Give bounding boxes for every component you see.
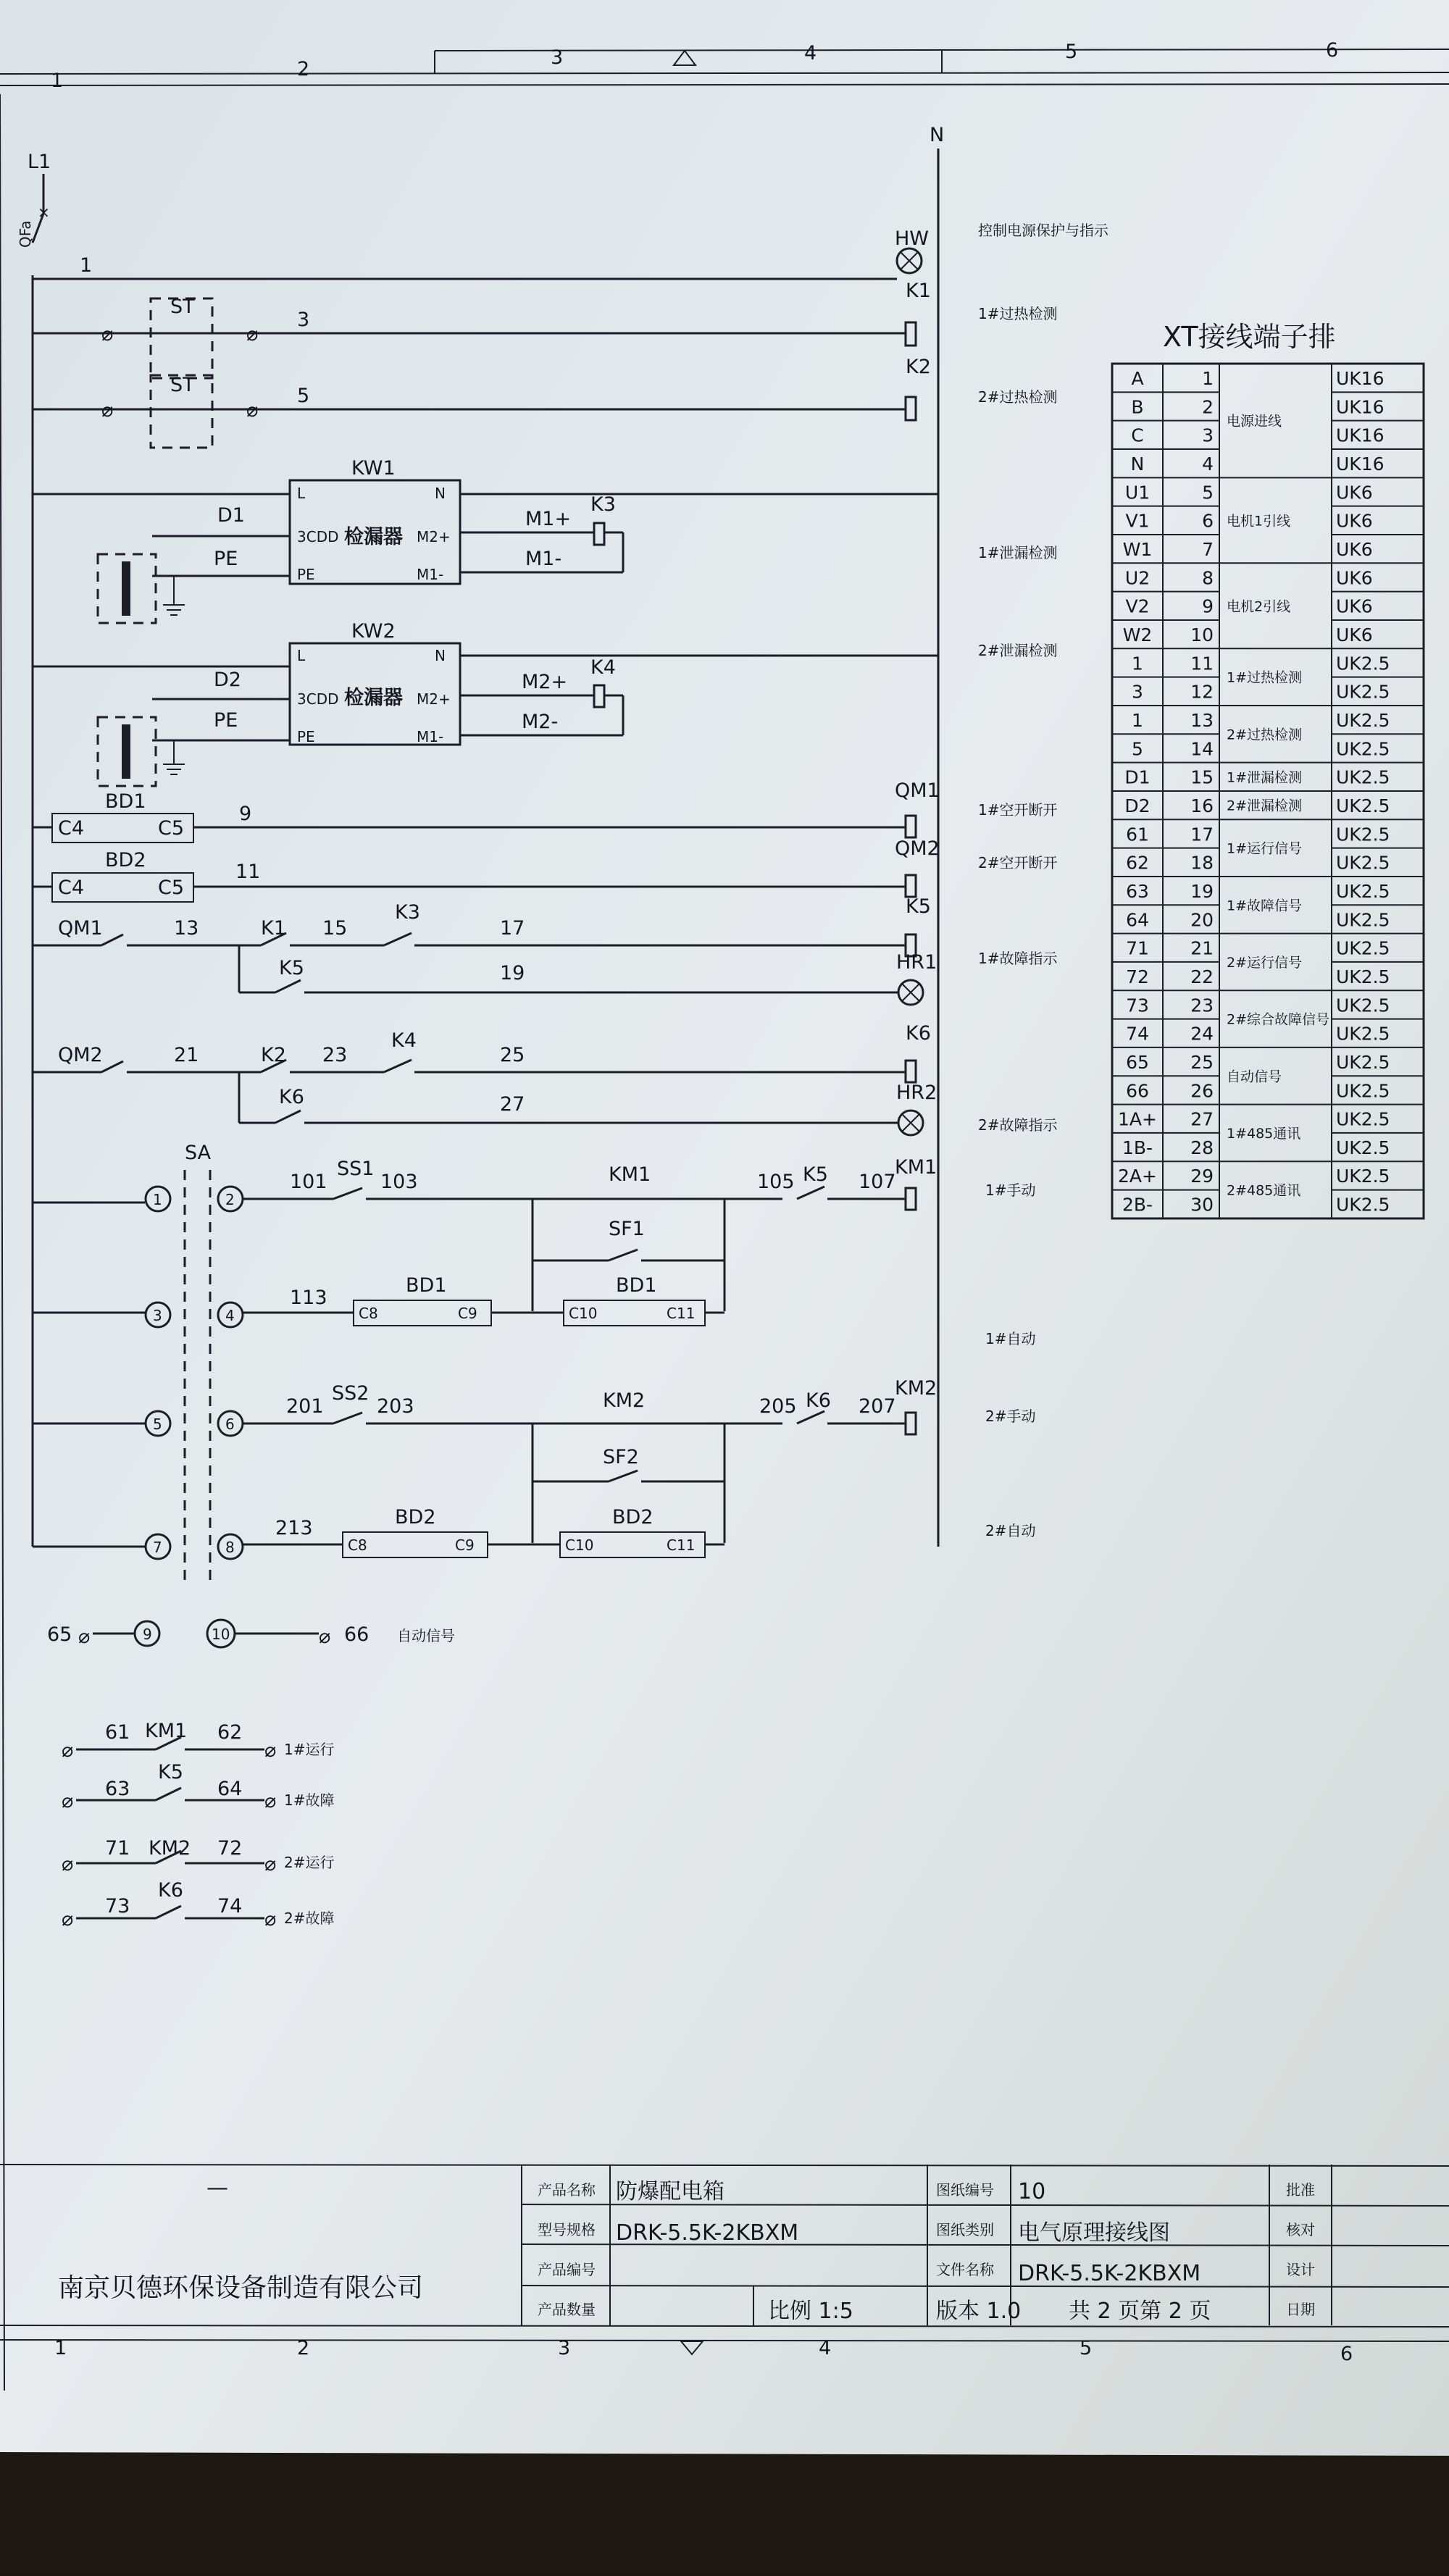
svg-text:⌀: ⌀	[62, 1739, 74, 1762]
svg-text:M2+: M2+	[522, 671, 568, 693]
svg-text:⌀: ⌀	[264, 1853, 277, 1875]
terminal-type: UK2.5	[1336, 1108, 1390, 1130]
lamp-hr2-label: HR2	[896, 1082, 938, 1104]
terminal-label: D1	[1124, 766, 1151, 788]
terminal-type: UK2.5	[1336, 852, 1390, 874]
scale: 比例 1:5	[768, 2299, 853, 2324]
terminal-label: 1A+	[1118, 1108, 1157, 1130]
svg-text:SF1: SF1	[609, 1218, 645, 1240]
svg-text:L: L	[297, 647, 306, 664]
note-1-overheat: 1#过热检测	[978, 305, 1058, 322]
version: 版本 1.0	[936, 2299, 1022, 2324]
note-2-overheat: 2#过热检测	[978, 388, 1058, 406]
note-1-auto: 1#自动	[985, 1330, 1036, 1347]
svg-text:SF2: SF2	[603, 1446, 639, 1468]
svg-text:6: 6	[225, 1415, 235, 1433]
svg-text:批准: 批准	[1286, 2181, 1315, 2199]
svg-text:103: 103	[380, 1171, 418, 1193]
svg-text:BD1: BD1	[406, 1274, 447, 1297]
svg-text:K4: K4	[391, 1029, 417, 1052]
svg-text:PE: PE	[214, 548, 238, 570]
svg-text:C9: C9	[458, 1305, 477, 1322]
terminal-type: UK6	[1336, 538, 1373, 560]
svg-text:ST: ST	[170, 296, 195, 318]
svg-text:4: 4	[819, 2337, 832, 2359]
terminal-type: UK16	[1336, 368, 1385, 389]
svg-text:K5: K5	[158, 1761, 183, 1783]
svg-text:QM1: QM1	[58, 917, 103, 940]
svg-text:3: 3	[558, 2337, 571, 2359]
terminal-number: 5	[1202, 482, 1214, 503]
terminal-type: UK2.5	[1336, 824, 1390, 845]
svg-text:64: 64	[217, 1778, 243, 1800]
svg-text:日期: 日期	[1286, 2301, 1315, 2318]
svg-text:产品名称: 产品名称	[538, 2181, 596, 2199]
svg-text:K2: K2	[261, 1044, 286, 1066]
ruler-top-6: 6	[1326, 39, 1339, 62]
terminal-type: UK2.5	[1336, 1051, 1390, 1073]
svg-text:⌀: ⌀	[62, 1853, 74, 1875]
svg-text:5: 5	[153, 1415, 162, 1433]
svg-text:C9: C9	[455, 1536, 475, 1554]
ruler-top-1: 1	[51, 70, 64, 92]
terminal-label: 73	[1126, 995, 1149, 1016]
svg-text:⌀: ⌀	[101, 323, 114, 346]
svg-text:D2: D2	[214, 669, 241, 691]
coil-qm2-label: QM2	[895, 837, 940, 860]
svg-text:K6: K6	[279, 1086, 304, 1108]
svg-text:10: 10	[212, 1626, 230, 1643]
terminal-number: 24	[1190, 1023, 1214, 1045]
terminal-type: UK16	[1336, 425, 1385, 446]
terminal-number: 29	[1190, 1166, 1214, 1187]
terminal-number: 26	[1190, 1080, 1214, 1102]
bus-l1-label: L1	[28, 151, 51, 173]
svg-text:核对: 核对	[1286, 2221, 1315, 2238]
terminal-type: UK2.5	[1336, 966, 1390, 987]
svg-text:2#故障: 2#故障	[284, 1910, 335, 1927]
terminal-number: 13	[1190, 709, 1214, 731]
svg-text:73: 73	[105, 1895, 130, 1918]
svg-text:KW2: KW2	[351, 620, 396, 643]
svg-text:C11: C11	[667, 1305, 696, 1322]
terminal-group-label: 电机2引线	[1227, 598, 1291, 615]
terminal-type: UK16	[1336, 396, 1385, 418]
svg-text:K6: K6	[158, 1879, 183, 1902]
svg-text:207: 207	[859, 1395, 896, 1418]
svg-text:文件名称: 文件名称	[936, 2261, 994, 2278]
terminal-number: 8	[1202, 567, 1214, 589]
svg-text:产品数量: 产品数量	[538, 2301, 596, 2318]
terminal-label: 1	[1132, 653, 1143, 674]
note-2-manual: 2#手动	[985, 1408, 1036, 1425]
coil-k5-label: K5	[906, 895, 931, 918]
terminal-type: UK2.5	[1336, 681, 1390, 703]
terminal-label: 5	[1132, 738, 1143, 760]
terminal-type: UK2.5	[1336, 1194, 1390, 1216]
terminal-label: 63	[1126, 880, 1149, 902]
terminal-label: 66	[1126, 1080, 1149, 1102]
svg-text:5: 5	[1080, 2337, 1093, 2359]
terminal-type: UK2.5	[1336, 1080, 1390, 1102]
terminal-label: W2	[1122, 624, 1153, 645]
terminal-group-label: 1#泄漏检测	[1227, 769, 1303, 786]
svg-text:KW1: KW1	[351, 457, 396, 480]
terminal-number: 11	[1190, 653, 1214, 674]
note-control-power: 控制电源保护与指示	[978, 222, 1108, 239]
svg-text:N: N	[435, 485, 446, 502]
terminal-number: 7	[1202, 538, 1214, 560]
svg-text:205: 205	[759, 1395, 797, 1418]
svg-text:⌀: ⌀	[78, 1626, 91, 1648]
svg-text:SS2: SS2	[332, 1382, 369, 1405]
svg-text:C5: C5	[158, 817, 185, 840]
svg-text:C8: C8	[348, 1536, 367, 1554]
svg-text:L: L	[297, 485, 306, 502]
terminal-number: 10	[1190, 624, 1214, 645]
terminal-label: N	[1130, 453, 1145, 474]
svg-text:BD2: BD2	[395, 1506, 436, 1529]
svg-text:×: ×	[38, 204, 50, 221]
terminal-label: 2A+	[1118, 1166, 1157, 1187]
note-auto-signal: 自动信号	[397, 1627, 455, 1644]
terminal-label: 74	[1126, 1023, 1149, 1045]
terminal-number: 27	[1190, 1108, 1214, 1130]
terminal-group-label: 1#运行信号	[1227, 840, 1303, 857]
terminal-number: 20	[1190, 909, 1214, 931]
svg-text:6: 6	[1340, 2343, 1353, 2365]
svg-text:15: 15	[322, 917, 348, 940]
terminal-label: D2	[1124, 795, 1151, 816]
svg-text:13: 13	[174, 917, 199, 940]
file-name: DRK-5.5K-2KBXM	[1018, 2261, 1201, 2286]
svg-text:2: 2	[225, 1191, 235, 1208]
svg-text:61: 61	[105, 1721, 130, 1744]
terminal-type: UK6	[1336, 482, 1373, 503]
coil-k6-label: K6	[906, 1022, 931, 1045]
svg-text:图纸编号: 图纸编号	[936, 2181, 994, 2199]
terminal-type: UK2.5	[1336, 880, 1390, 902]
terminal-number: 16	[1190, 795, 1214, 816]
svg-text:PE: PE	[297, 728, 315, 745]
svg-text:4: 4	[225, 1307, 235, 1324]
svg-text:N: N	[435, 647, 446, 664]
svg-text:21: 21	[174, 1044, 199, 1066]
svg-text:图纸类别: 图纸类别	[936, 2221, 994, 2238]
terminal-label: 2B-	[1122, 1194, 1153, 1216]
svg-text:⌀: ⌀	[319, 1626, 331, 1648]
terminal-group-label: 2#运行信号	[1227, 954, 1303, 971]
terminal-number: 12	[1190, 681, 1214, 703]
svg-text:M1-: M1-	[417, 566, 444, 583]
svg-text:8: 8	[225, 1539, 235, 1556]
svg-text:201: 201	[286, 1395, 324, 1418]
terminal-label: W1	[1122, 538, 1153, 560]
svg-text:C10: C10	[565, 1536, 594, 1554]
svg-text:1: 1	[54, 2337, 67, 2359]
terminal-type: UK6	[1336, 595, 1373, 617]
terminal-label: V2	[1125, 595, 1150, 617]
svg-text:M1+: M1+	[525, 508, 572, 530]
coil-km1-label: KM1	[895, 1156, 938, 1179]
terminal-group-label: 2#485通讯	[1227, 1182, 1301, 1199]
svg-text:M2+: M2+	[417, 690, 451, 708]
terminal-group-label: 2#过热检测	[1227, 727, 1303, 743]
terminal-group-label: 1#故障信号	[1227, 898, 1303, 914]
note-2-leak: 2#泄漏检测	[978, 642, 1058, 659]
terminal-group-label: 1#485通讯	[1227, 1125, 1301, 1142]
company-name: 南京贝德环保设备制造有限公司	[58, 2273, 424, 2303]
svg-text:3CDD: 3CDD	[297, 528, 339, 545]
svg-text:113: 113	[290, 1287, 327, 1309]
title-dash: —	[206, 2175, 228, 2201]
svg-text:203: 203	[377, 1395, 414, 1418]
terminal-number: 17	[1190, 824, 1214, 845]
note-1-fault: 1#故障指示	[978, 950, 1058, 967]
svg-text:K5: K5	[279, 957, 304, 979]
sa-label: SA	[185, 1142, 212, 1164]
svg-text:⌀: ⌀	[101, 399, 114, 422]
terminal-type: UK6	[1336, 567, 1373, 589]
coil-qm1-label: QM1	[895, 779, 940, 802]
terminal-label: 65	[1126, 1051, 1149, 1073]
svg-text:BD1: BD1	[616, 1274, 657, 1297]
qf-label: QFa	[17, 220, 34, 248]
terminal-number: 19	[1190, 880, 1214, 902]
svg-text:KM1: KM1	[145, 1720, 188, 1742]
terminal-group-label: 自动信号	[1227, 1069, 1282, 1085]
svg-text:1: 1	[153, 1191, 162, 1208]
terminal-number: 1	[1202, 368, 1214, 389]
svg-text:C10: C10	[569, 1305, 598, 1322]
svg-text:BD2: BD2	[105, 849, 146, 871]
note-1-leak: 1#泄漏检测	[978, 544, 1058, 561]
bus-n-label: N	[930, 124, 945, 146]
svg-text:2#运行: 2#运行	[284, 1854, 335, 1871]
terminal-number: 3	[1202, 425, 1214, 446]
terminal-label: U1	[1124, 482, 1151, 503]
terminal-label: 71	[1126, 937, 1149, 959]
svg-text:ST: ST	[170, 374, 195, 396]
svg-text:62: 62	[217, 1721, 243, 1744]
svg-text:⌀: ⌀	[62, 1908, 74, 1931]
terminal-type: UK2.5	[1336, 1023, 1390, 1045]
svg-text:M1-: M1-	[525, 548, 562, 570]
hw-lamp-label: HW	[895, 227, 929, 250]
svg-text:⌀: ⌀	[246, 399, 259, 422]
svg-text:63: 63	[105, 1778, 130, 1800]
terminal-label: A	[1131, 368, 1144, 389]
terminal-number: 4	[1202, 453, 1214, 474]
coil-k2-label: K2	[906, 356, 931, 378]
svg-text:型号规格: 型号规格	[538, 2221, 596, 2238]
terminal-type: UK6	[1336, 510, 1373, 532]
svg-text:BD1: BD1	[105, 790, 146, 813]
svg-text:C4: C4	[58, 817, 85, 840]
note-2-breaker: 2#空开断开	[978, 854, 1058, 871]
terminal-type: UK2.5	[1336, 1137, 1390, 1158]
svg-text:65: 65	[47, 1623, 72, 1646]
svg-text:27: 27	[500, 1093, 525, 1116]
svg-text:M2+: M2+	[417, 528, 451, 545]
terminal-label: 61	[1126, 824, 1149, 845]
svg-text:3: 3	[297, 309, 310, 331]
svg-text:检漏器: 检漏器	[344, 687, 403, 709]
svg-text:M2-: M2-	[522, 711, 559, 733]
terminal-group-label: 1#过热检测	[1227, 669, 1303, 686]
terminal-type: UK2.5	[1336, 709, 1390, 731]
svg-text:M1-: M1-	[417, 728, 444, 745]
ruler-top-2: 2	[297, 58, 310, 80]
terminal-number: 25	[1190, 1051, 1214, 1073]
terminal-group-label: 电源进线	[1227, 413, 1282, 430]
svg-text:101: 101	[290, 1171, 327, 1193]
ruler-top-5: 5	[1065, 41, 1078, 63]
terminal-number: 22	[1190, 966, 1214, 987]
terminal-type: UK6	[1336, 624, 1373, 645]
terminal-number: 21	[1190, 937, 1214, 959]
terminal-number: 15	[1190, 766, 1214, 788]
svg-text:7: 7	[153, 1539, 162, 1556]
svg-text:PE: PE	[214, 709, 238, 732]
terminal-group-label: 2#综合故障信号	[1227, 1011, 1330, 1028]
svg-text:17: 17	[500, 917, 525, 940]
note-1-breaker: 1#空开断开	[978, 801, 1058, 819]
terminal-label: B	[1131, 396, 1144, 418]
terminal-type: UK2.5	[1336, 995, 1390, 1016]
svg-text:⌀: ⌀	[264, 1790, 277, 1812]
terminal-number: 18	[1190, 852, 1214, 874]
terminal-label: 1B-	[1122, 1137, 1153, 1158]
terminal-label: 62	[1126, 852, 1149, 874]
svg-text:PE: PE	[297, 566, 315, 583]
svg-text:72: 72	[217, 1837, 243, 1860]
svg-text:5: 5	[297, 385, 310, 407]
coil-k3-label: K3	[590, 493, 616, 516]
svg-text:213: 213	[275, 1517, 313, 1539]
svg-text:66: 66	[344, 1623, 369, 1646]
terminal-type: UK2.5	[1336, 766, 1390, 788]
terminal-number: 30	[1190, 1194, 1214, 1216]
terminal-type: UK2.5	[1336, 1166, 1390, 1187]
svg-text:D1: D1	[217, 504, 245, 527]
svg-text:⌀: ⌀	[62, 1790, 74, 1812]
drawing-number: 10	[1018, 2179, 1046, 2204]
product-name: 防爆配电箱	[616, 2179, 724, 2204]
terminal-type: UK2.5	[1336, 738, 1390, 760]
svg-text:K3: K3	[395, 901, 420, 924]
note-1-manual: 1#手动	[985, 1182, 1036, 1199]
svg-text:⌀: ⌀	[246, 323, 259, 346]
terminal-type: UK2.5	[1336, 653, 1390, 674]
terminal-number: 2	[1202, 396, 1214, 418]
terminal-label: 3	[1132, 681, 1143, 703]
svg-text:⌀: ⌀	[264, 1908, 277, 1931]
drawing-category: 电气原理接线图	[1018, 2220, 1170, 2246]
svg-text:产品编号: 产品编号	[538, 2261, 596, 2278]
terminal-number: 23	[1190, 995, 1214, 1016]
svg-text:⌀: ⌀	[264, 1739, 277, 1762]
terminal-group-label: 电机1引线	[1227, 513, 1291, 530]
terminal-number: 6	[1202, 510, 1214, 532]
svg-text:K1: K1	[261, 917, 286, 940]
svg-text:检漏器: 检漏器	[344, 526, 403, 548]
svg-text:KM2: KM2	[603, 1389, 646, 1412]
svg-text:QM2: QM2	[58, 1044, 103, 1066]
terminal-label: V1	[1125, 510, 1150, 532]
terminal-label: U2	[1124, 567, 1151, 589]
note-2-auto: 2#自动	[985, 1522, 1036, 1539]
svg-text:25: 25	[500, 1044, 525, 1066]
svg-text:3: 3	[153, 1307, 162, 1324]
svg-text:71: 71	[105, 1837, 130, 1860]
terminal-label: 1	[1132, 709, 1143, 731]
svg-text:KM2: KM2	[149, 1837, 191, 1860]
terminal-label: 72	[1126, 966, 1149, 987]
svg-text:KM1: KM1	[609, 1163, 651, 1186]
terminal-number: 9	[1202, 595, 1214, 617]
svg-text:C8: C8	[359, 1305, 378, 1322]
coil-k1-label: K1	[906, 280, 931, 302]
svg-text:9: 9	[239, 803, 252, 825]
svg-text:C11: C11	[667, 1536, 696, 1554]
svg-text:9: 9	[143, 1626, 152, 1643]
svg-text:1: 1	[80, 254, 93, 277]
svg-text:74: 74	[217, 1895, 243, 1918]
svg-text:1#运行: 1#运行	[284, 1741, 335, 1758]
svg-text:K6: K6	[806, 1389, 831, 1412]
terminal-block-title: XT接线端子排	[1163, 321, 1336, 353]
svg-text:19: 19	[500, 962, 525, 984]
terminal-label: 64	[1126, 909, 1149, 931]
svg-text:C5: C5	[158, 877, 185, 899]
svg-text:3CDD: 3CDD	[297, 690, 339, 708]
terminal-label: C	[1131, 425, 1144, 446]
svg-text:1#故障: 1#故障	[284, 1791, 335, 1809]
svg-text:23: 23	[322, 1044, 348, 1066]
terminal-type: UK16	[1336, 453, 1385, 474]
terminal-type: UK2.5	[1336, 937, 1390, 959]
svg-text:107: 107	[859, 1171, 896, 1193]
note-2-fault: 2#故障指示	[978, 1116, 1058, 1134]
ruler-top-3: 3	[551, 46, 564, 69]
terminal-group-label: 2#泄漏检测	[1227, 798, 1303, 814]
svg-text:K5: K5	[803, 1163, 828, 1186]
svg-text:2: 2	[297, 2337, 310, 2359]
svg-text:C4: C4	[58, 877, 85, 899]
coil-k4-label: K4	[590, 656, 616, 679]
svg-text:BD2: BD2	[612, 1506, 653, 1529]
terminal-number: 14	[1190, 738, 1214, 760]
svg-text:105: 105	[757, 1171, 795, 1193]
coil-km2-label: KM2	[895, 1377, 938, 1400]
page-count: 共 2 页第 2 页	[1069, 2299, 1211, 2324]
model-number: DRK-5.5K-2KBXM	[616, 2220, 799, 2246]
svg-text:11: 11	[235, 861, 261, 883]
lamp-hr1-label: HR1	[896, 951, 938, 974]
terminal-number: 28	[1190, 1137, 1214, 1158]
svg-text:设计: 设计	[1286, 2261, 1315, 2278]
svg-text:SS1: SS1	[337, 1158, 375, 1180]
terminal-type: UK2.5	[1336, 795, 1390, 816]
terminal-type: UK2.5	[1336, 909, 1390, 931]
ruler-top-4: 4	[804, 42, 817, 64]
